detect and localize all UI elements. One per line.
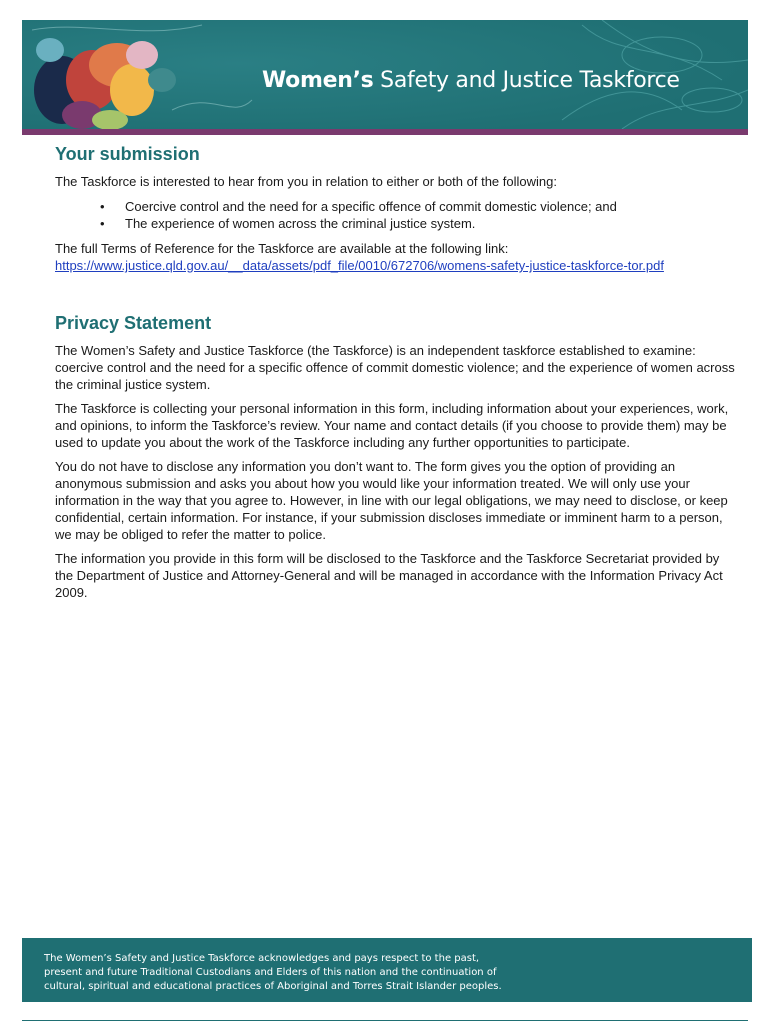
bullet-icon: •	[100, 199, 105, 214]
submission-heading: Your submission	[55, 144, 200, 164]
bullet-icon: •	[100, 216, 105, 231]
header-rule	[22, 129, 748, 135]
list-item: • The experience of women across the criminal justice system.	[100, 216, 476, 231]
submission-intro: The Taskforce is interested to hear from you in relation to either or both of the following:	[55, 174, 557, 189]
privacy-paragraph: The Women’s Safety and Justice Taskforce (the Taskforce) is an independent taskforce established to examine: coercive control and the need for a specific offence of commit domestic violence; and the experience of women across the criminal justice system.	[55, 343, 735, 392]
privacy-paragraph: The Taskforce is collecting your personal information in this form, including information about your experiences, work, and opinions, to inform the Taskforce’s review. Your name and contact details (if you choose to provide them) may be used to update you about the work of the Taskforce including any further opportunities to participate.	[55, 401, 729, 450]
header-title-bold: Women’s	[262, 68, 374, 93]
footer-banner	[22, 938, 752, 1002]
tor-text: The full Terms of Reference for the Taskforce are available at the following link:	[55, 241, 509, 256]
privacy-paragraph: The information you provide in this form will be disclosed to the Taskforce and the Taskforce Secretariat provided by the Department of Justice and Attorney-General and will be managed in accordance with the Information Privacy Act 2009.	[55, 551, 723, 600]
tor-link[interactable]: https://www.justice.qld.gov.au/__data/assets/pdf_file/0010/672706/womens-safety-justice-taskforce-tor.pdf	[55, 258, 664, 273]
header-title-rest: Safety and Justice Taskforce	[380, 68, 680, 93]
header-banner	[22, 20, 748, 129]
submission-bullets	[55, 198, 735, 232]
privacy-paragraph: You do not have to disclose any information you don’t want to. The form gives you the option of providing an anonymous submission and asks you about how you would like your information treated. We will only use your information in the way that you agree to. However, in line with our legal obligations, we may need to disclose, or keep confidential, certain information. For instance, if your submission discloses immediate or imminent harm to a person, we may be obliged to refer the matter to police.	[55, 459, 728, 542]
header-title	[262, 68, 680, 93]
acknowledgement-text: The Women’s Safety and Justice Taskforce acknowledges and pays respect to the past, present and future Traditional Custodians and Elders of this nation and the continuation of cultural, spiritual and educational practices of Aboriginal and Torres Strait Islander peoples.	[44, 953, 502, 992]
bottom-rule	[22, 1020, 748, 1021]
list-item: • Coercive control and the need for a specific offence of commit domestic violence; and	[100, 199, 617, 214]
document-body	[55, 144, 735, 601]
privacy-heading: Privacy Statement	[55, 313, 212, 333]
